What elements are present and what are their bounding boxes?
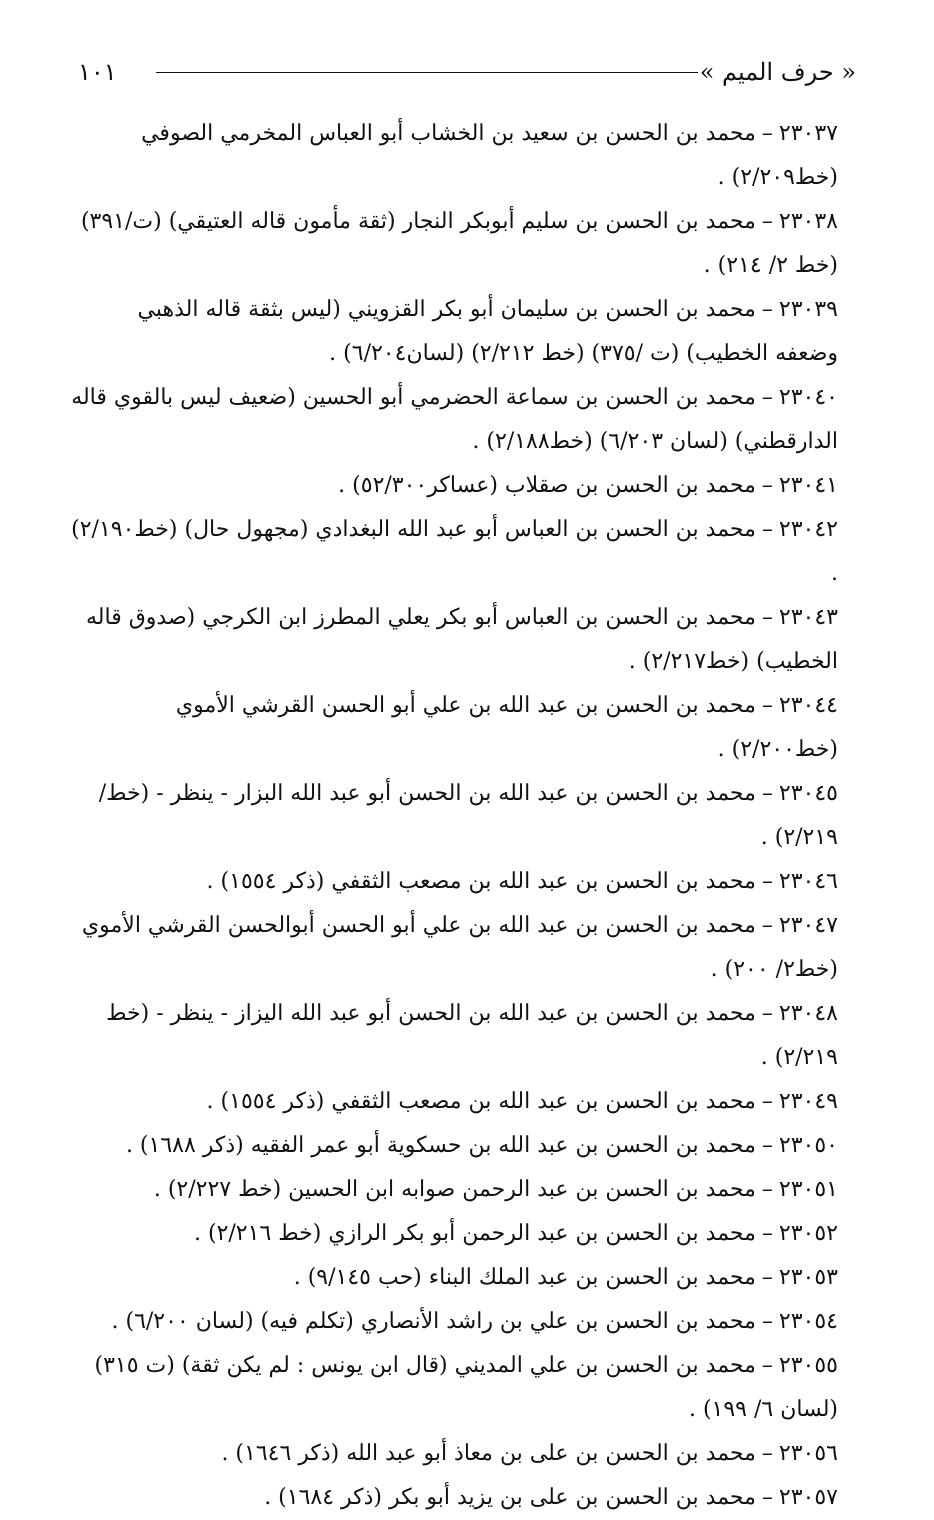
entry-number: ٢٣٠٤٦ xyxy=(778,869,838,894)
entry-separator: – xyxy=(761,1177,773,1202)
page-header xyxy=(78,52,856,92)
page-number: ١٠١ xyxy=(78,58,117,86)
entry-number: ٢٣٠٥٢ xyxy=(778,1221,838,1246)
entry-separator: – xyxy=(761,1089,773,1114)
entry-text: محمد بن الحسن بن عبد الرحمن صوابه ابن الحسين (خط ٢/٢٢٧) . xyxy=(153,1177,756,1202)
entry-text: محمد بن الحسن بن عبد الملك البناء (حب ٩/١٤٥) . xyxy=(293,1265,756,1290)
entry-text: محمد بن الحسن بن صقلاب (عساكر٥٢/٣٠٠) . xyxy=(338,473,756,498)
entry-number: ٢٣٠٥٥ xyxy=(778,1353,838,1378)
entry-number: ٢٣٠٣٨ xyxy=(778,209,838,234)
entry-number: ٢٣٠٤٤ xyxy=(778,693,838,718)
entry-separator: – xyxy=(761,1309,773,1334)
list-item xyxy=(70,1124,838,1168)
entry-number: ٢٣٠٤٨ xyxy=(778,1001,838,1026)
entry-number: ٢٣٠٥٤ xyxy=(778,1309,838,1334)
entry-number: ٢٣٠٣٧ xyxy=(778,121,838,146)
entry-text: محمد بن الحسن بن سليمان أبو بكر القزويني (ليس بثقة قاله الذهبي وضعفه الخطيب) (ت /٣٧٥) (خط ٢/٢١٢) (لسان٦/٢٠٤) . xyxy=(137,297,838,366)
list-item xyxy=(70,376,838,464)
entry-text: محمد بن الحسن بن عبد الله بن مصعب الثقفي (ذكر ١٥٥٤) . xyxy=(206,1089,756,1114)
entry-number: ٢٣٠٤٥ xyxy=(778,781,838,806)
entry-number: ٢٣٠٥٣ xyxy=(778,1265,838,1290)
entry-text: محمد بن الحسن بن على بن معاذ أبو عبد الله (ذكر ١٦٤٦) . xyxy=(221,1441,756,1466)
list-item xyxy=(70,200,838,288)
list-item xyxy=(70,904,838,992)
entry-separator: – xyxy=(761,1001,773,1026)
entry-separator: – xyxy=(761,121,773,146)
list-item xyxy=(70,508,838,596)
entry-separator: – xyxy=(761,1133,773,1158)
entry-separator: – xyxy=(761,693,773,718)
list-item xyxy=(70,1168,838,1212)
entry-separator: – xyxy=(761,385,773,410)
entry-text: محمد بن الحسن بن علي بن راشد الأنصاري (تكلم فيه) (لسان ٦/٢٠٠) . xyxy=(111,1309,756,1334)
entry-number: ٢٣٠٤٣ xyxy=(778,605,838,630)
entries-list xyxy=(70,112,838,1520)
entry-separator: – xyxy=(761,1485,773,1510)
list-item xyxy=(70,1344,838,1432)
entry-text: محمد بن الحسن بن سماعة الحضرمي أبو الحسين (ضعيف ليس بالقوي قاله الدارقطني) (لسان ٦/٢٠٣) (خط٢/١٨٨) . xyxy=(71,385,838,454)
list-item xyxy=(70,1080,838,1124)
list-item xyxy=(70,464,838,508)
entry-text: محمد بن الحسن بن عبد الله بن مصعب الثقفي (ذكر ١٥٥٤) . xyxy=(206,869,756,894)
list-item xyxy=(70,992,838,1080)
header-rule xyxy=(156,72,698,73)
entry-separator: – xyxy=(761,605,773,630)
list-item xyxy=(70,684,838,772)
list-item xyxy=(70,1256,838,1300)
entry-text: محمد بن الحسن بن عبد الله بن علي أبو الحسن القرشي الأموي (خط٢/٢٠٠) . xyxy=(175,693,838,762)
entry-number: ٢٣٠٥١ xyxy=(778,1177,838,1202)
list-item xyxy=(70,1300,838,1344)
list-item xyxy=(70,596,838,684)
entry-number: ٢٣٠٥٧ xyxy=(778,1485,838,1510)
entry-text: محمد بن الحسن بن العباس أبو بكر يعلي المطرز ابن الكرجي (صدوق قاله الخطيب) (خط٢/٢١٧) . xyxy=(86,605,838,674)
entry-separator: – xyxy=(761,209,773,234)
entry-text: محمد بن الحسن بن سليم أبوبكر النجار (ثقة مأمون قاله العتيقي) (ت/٣٩١) (خط ٢/ ٢١٤) . xyxy=(80,209,838,278)
entry-separator: – xyxy=(761,1265,773,1290)
entry-text: محمد بن الحسن بن على بن يزيد أبو بكر (ذكر ١٦٨٤) . xyxy=(264,1485,756,1510)
entry-text: محمد بن الحسن بن عبد الله بن الحسن أبو عبد الله البزار - ينظر - (خط/٢/٢١٩) . xyxy=(98,781,838,850)
entry-number: ٢٣٠٤٧ xyxy=(778,913,838,938)
list-item xyxy=(70,1476,838,1520)
entry-separator: – xyxy=(761,1221,773,1246)
entry-number: ٢٣٠٤٢ xyxy=(778,517,838,542)
entry-text: محمد بن الحسن بن علي المديني (قال ابن يونس : لم يكن ثقة) (ت ٣١٥) (لسان ٦/ ١٩٩) . xyxy=(94,1353,838,1422)
entry-number: ٢٣٠٤٩ xyxy=(778,1089,838,1114)
list-item xyxy=(70,772,838,860)
list-item xyxy=(70,288,838,376)
list-item xyxy=(70,1432,838,1476)
entry-separator: – xyxy=(761,297,773,322)
list-item xyxy=(70,860,838,904)
list-item xyxy=(70,112,838,200)
entry-text: محمد بن الحسن بن العباس أبو عبد الله البغدادي (مجهول حال) (خط٢/١٩٠) . xyxy=(71,517,838,586)
entry-separator: – xyxy=(761,473,773,498)
section-title: « حرف الميم » xyxy=(699,58,856,86)
entry-text: محمد بن الحسن بن عبد الله بن حسكوية أبو عمر الفقيه (ذكر ١٦٨٨) . xyxy=(125,1133,756,1158)
entry-text: محمد بن الحسن بن عبد الله بن علي أبو الحسن أبوالحسن القرشي الأموي (خط٢/ ٢٠٠) . xyxy=(81,913,838,982)
entry-number: ٢٣٠٣٩ xyxy=(778,297,838,322)
entry-separator: – xyxy=(761,1441,773,1466)
entry-text: محمد بن الحسن بن سعيد بن الخشاب أبو العباس المخرمي الصوفي (خط٢/٢٠٩) . xyxy=(141,121,838,190)
entry-number: ٢٣٠٥٦ xyxy=(778,1441,838,1466)
entry-separator: – xyxy=(761,869,773,894)
entry-number: ٢٣٠٥٠ xyxy=(778,1133,838,1158)
entry-separator: – xyxy=(761,913,773,938)
entry-separator: – xyxy=(761,1353,773,1378)
entry-number: ٢٣٠٤٠ xyxy=(778,385,838,410)
entry-separator: – xyxy=(761,517,773,542)
list-item xyxy=(70,1212,838,1256)
entry-number: ٢٣٠٤١ xyxy=(778,473,838,498)
entry-text: محمد بن الحسن بن عبد الرحمن أبو بكر الرازي (خط ٢/٢١٦) . xyxy=(194,1221,756,1246)
entry-separator: – xyxy=(761,781,773,806)
entry-text: محمد بن الحسن بن عبد الله بن الحسن أبو عبد الله اليزاز - ينظر - (خط ٢/٢١٩) . xyxy=(106,1001,838,1070)
